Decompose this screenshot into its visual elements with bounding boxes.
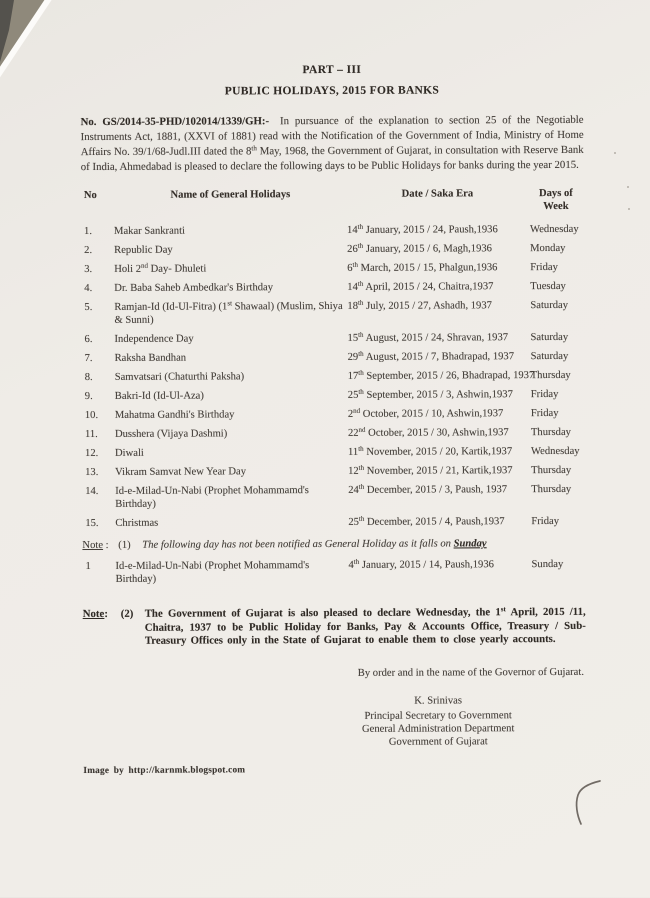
note-table-body bbox=[82, 558, 585, 586]
row-no: 7. bbox=[84, 353, 93, 365]
table-row bbox=[82, 558, 585, 586]
row-no: 4. bbox=[84, 283, 93, 295]
row-date: 14th April, 2015 / 24, Chaitra,1937 bbox=[347, 279, 494, 293]
row-no: 6. bbox=[84, 334, 93, 346]
signatory-name: K. Srinivas bbox=[414, 694, 462, 707]
note-1-label: Note bbox=[82, 539, 104, 552]
table-row bbox=[82, 388, 585, 403]
footer-credit: Image by http://karnmk.blogspot.com bbox=[83, 764, 246, 776]
page-title-part: PART – III bbox=[302, 63, 362, 77]
header-date: Date / Saka Era bbox=[401, 188, 474, 200]
header-days-of-week: Days of Week bbox=[538, 187, 573, 213]
row-date: 14th January, 2015 / 24, Paush,1936 bbox=[347, 222, 498, 236]
row-no: 11. bbox=[84, 428, 98, 441]
row-no: 10. bbox=[84, 409, 99, 422]
row-no: 8. bbox=[84, 372, 93, 384]
row-date: 18th July, 2015 / 27, Ashadh, 1937 bbox=[347, 298, 492, 312]
row-day: Friday bbox=[531, 515, 560, 528]
intro-paragraph bbox=[81, 113, 584, 175]
row-date: 22nd October, 2015 / 30, Ashwin,1937 bbox=[347, 425, 509, 439]
reference-number: No. GS/2014-35-PHD/102014/1339/GH:- bbox=[80, 115, 270, 129]
row-name: Ramjan-Id (Id-Ul-Fitra) (1st Shawaal) (Muslim, Shiya & Sunni) bbox=[114, 299, 343, 326]
row-no: 14. bbox=[85, 485, 99, 498]
row-name: Independence Day bbox=[114, 333, 194, 345]
row-no: 12. bbox=[84, 447, 99, 460]
row-no: 1. bbox=[84, 226, 93, 238]
row-day: Thursday bbox=[530, 426, 571, 439]
row-name: Republic Day bbox=[114, 244, 173, 256]
header-name: Name of General Holidays bbox=[170, 189, 291, 201]
holidays-table bbox=[81, 187, 586, 586]
row-day: Tuesday bbox=[530, 280, 566, 293]
row-name: Diwali bbox=[114, 447, 144, 459]
table-row bbox=[81, 242, 584, 257]
row-name: Samvatsari (Chaturthi Paksha) bbox=[114, 371, 245, 383]
table-row bbox=[81, 299, 584, 327]
row-day: Friday bbox=[530, 407, 559, 420]
note-2-block bbox=[83, 606, 586, 649]
note-1-colon: : bbox=[105, 539, 109, 551]
row-day: Thursday bbox=[531, 483, 572, 496]
row-date: 12th November, 2015 / 21, Kartik,1937 bbox=[348, 463, 513, 477]
intro-text: In pursuance of the explanation to section 25 of the Negotiable Instruments Act, 1881, (XXVI of 1881) read with the Notification of the Government of India, Ministry of Home Affairs No. 39/1/68-Judl.III dated the 8th May, 1968, the Government of Gujarat, in consultation with Reserve Bank of India, Ahmedabad is pleased to declare the following days to be Public Holidays for banks during the year 2015. bbox=[80, 113, 584, 174]
row-day: Saturday bbox=[530, 350, 569, 363]
row-no: 15. bbox=[85, 517, 99, 530]
table-row bbox=[82, 515, 585, 530]
row-day: Thursday bbox=[531, 464, 572, 477]
signatory-title-2: General Administration Department bbox=[361, 722, 515, 735]
table-row bbox=[82, 445, 585, 460]
table-row bbox=[81, 331, 584, 346]
note-1-line bbox=[82, 537, 585, 552]
row-day: Friday bbox=[530, 388, 559, 401]
row-date: 2nd October, 2015 / 10, Ashwin,1937 bbox=[347, 406, 504, 420]
row-name: Dusshera (Vijaya Dashmi) bbox=[114, 428, 228, 440]
row-day: Sunday bbox=[531, 558, 564, 571]
signature-block bbox=[308, 693, 568, 748]
table-row bbox=[82, 369, 585, 384]
note-2-text: The Government of Gujarat is also pleased to declare Wednesday, the 1st April, 2015 /11, Chaitra, 1937 to be Public Holiday for Banks, Pay & Accounts Office, Treasury / Sub-Treasury Offices only in the State of Gujarat to enable them to close yearly accounts. bbox=[144, 605, 586, 647]
row-date: 17th September, 2015 / 26, Bhadrapad, 1937 bbox=[347, 368, 535, 382]
by-order-line: By order and in the name of the Governor of Gujarat. bbox=[357, 666, 585, 679]
header-no: No bbox=[83, 189, 97, 202]
row-date: 15th August, 2015 / 24, Shravan, 1937 bbox=[347, 330, 509, 344]
row-date: 25th December, 2015 / 4, Paush,1937 bbox=[348, 514, 505, 528]
table-row bbox=[81, 223, 584, 238]
table-body bbox=[81, 223, 585, 530]
note-1-emphasis: Sunday bbox=[453, 538, 487, 550]
signatory-title-1: Principal Secretary to Government bbox=[364, 709, 512, 722]
row-no: 1 bbox=[85, 561, 91, 573]
row-day: Monday bbox=[530, 242, 566, 255]
signatory-title-3: Government of Gujarat bbox=[388, 735, 488, 748]
row-day: Wednesday bbox=[530, 223, 579, 236]
row-no: 9. bbox=[84, 391, 93, 403]
table-row bbox=[82, 350, 585, 365]
row-name: Vikram Samvat New Year Day bbox=[115, 466, 247, 478]
row-date: 26th January, 2015 / 6, Magh,1936 bbox=[347, 241, 492, 255]
table-row bbox=[82, 407, 585, 422]
note-2-number: (2) bbox=[120, 607, 134, 620]
row-name: Holi 2nd Day- Dhuleti bbox=[114, 261, 207, 275]
row-date: 24th December, 2015 / 3, Paush, 1937 bbox=[348, 482, 508, 496]
table-row bbox=[81, 261, 584, 276]
table-row bbox=[81, 280, 584, 295]
row-day: Thursday bbox=[530, 369, 571, 382]
page-title-main: PUBLIC HOLIDAYS, 2015 FOR BANKS bbox=[224, 84, 440, 98]
row-no: 5. bbox=[84, 302, 93, 314]
row-name: Bakri-Id (Id-Ul-Aza) bbox=[114, 390, 204, 402]
row-date: 29th August, 2015 / 7, Bhadrapad, 1937 bbox=[347, 349, 515, 363]
row-day: Friday bbox=[530, 261, 558, 274]
row-date: 11th November, 2015 / 20, Kartik,1937 bbox=[347, 444, 513, 458]
row-day: Wednesday bbox=[530, 445, 580, 458]
row-name: Raksha Bandhan bbox=[114, 352, 187, 364]
note-1-number: (1) bbox=[118, 539, 131, 551]
table-row bbox=[82, 426, 585, 441]
row-day: Saturday bbox=[530, 331, 569, 344]
row-name: Christmas bbox=[115, 517, 159, 529]
row-name: Mahatma Gandhi's Birthday bbox=[114, 409, 235, 421]
row-name: Makar Sankranti bbox=[114, 225, 185, 237]
row-no: 3. bbox=[84, 264, 93, 276]
table-row bbox=[82, 464, 585, 479]
note-1-text: The following day has not been notified as General Holiday as it falls on bbox=[142, 538, 454, 551]
row-date: 6th March, 2015 / 15, Phalgun,1936 bbox=[347, 260, 498, 274]
row-day: Saturday bbox=[530, 299, 569, 312]
row-name: Dr. Baba Saheb Ambedkar's Birthday bbox=[114, 282, 274, 294]
row-no: 2. bbox=[84, 245, 93, 257]
table-row bbox=[82, 483, 585, 511]
row-date: 4th January, 2015 / 14, Paush,1936 bbox=[348, 557, 494, 571]
row-no: 13. bbox=[85, 466, 99, 479]
row-name: Id-e-Milad-Un-Nabi (Prophet Mohammamd's Birthday) bbox=[115, 560, 310, 585]
table-header-row bbox=[81, 187, 584, 215]
row-name: Id-e-Milad-Un-Nabi (Prophet Mohammamd's Birthday) bbox=[115, 485, 309, 510]
note-2-label: Note: bbox=[82, 607, 108, 621]
row-date: 25th September, 2015 / 3, Ashwin,1937 bbox=[347, 387, 513, 401]
